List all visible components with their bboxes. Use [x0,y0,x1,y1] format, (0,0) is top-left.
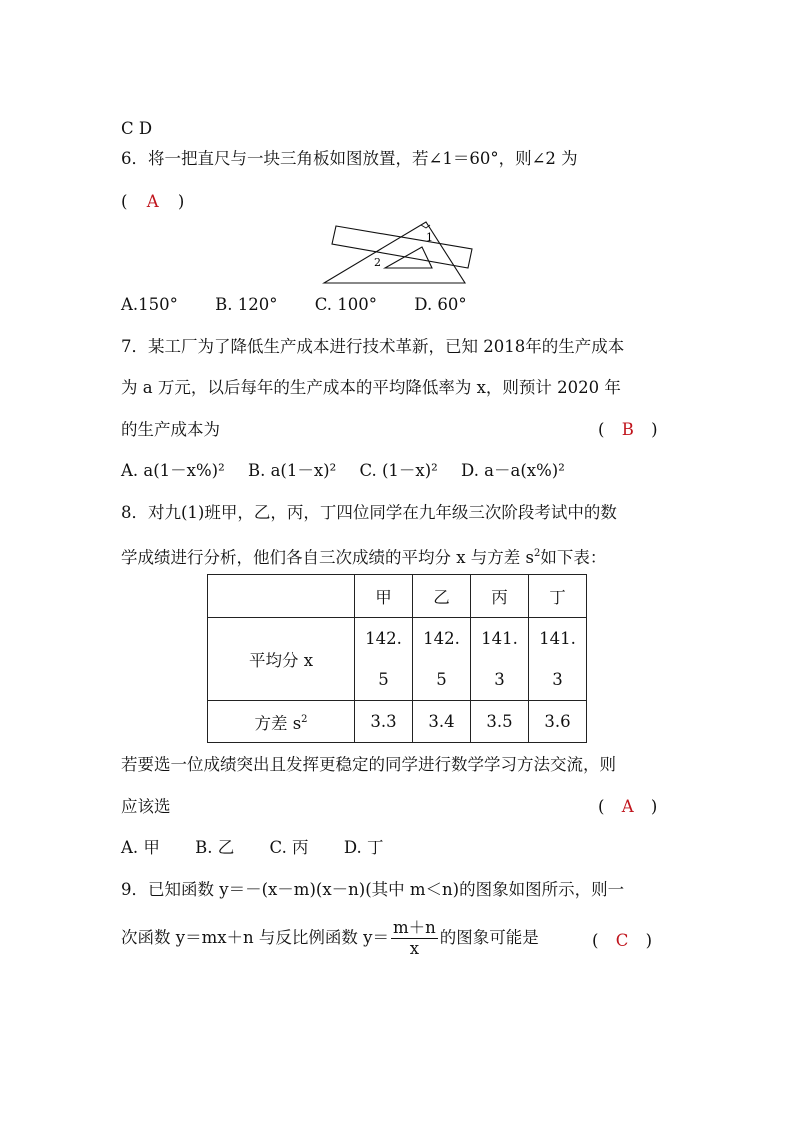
q8-answer-parens [598,795,657,819]
paren-open: ( [592,931,599,950]
table-header-empty [208,575,355,618]
ruler-triangle-figure [322,220,474,286]
cell-top: 141. [539,629,576,648]
q6-option-a: A.150° [121,295,178,314]
q7-options [121,459,565,483]
q7-line3: 的生产成本为 [121,420,220,439]
paren-open: ( [598,797,605,816]
q9-line1: 9．已知函数 y＝－(x－m)(x－n)(其中 m＜n)的图象如图所示，则一 [121,880,625,899]
q8-option-d: D. 丁 [343,838,384,857]
table-cell: 3.5 [471,701,529,743]
table-cell [529,618,587,701]
cell-top: 142. [365,629,402,648]
cell-bottom: 5 [436,670,447,689]
q8-option-b: B. 乙 [195,838,235,857]
table-row [208,618,587,701]
q8-after2: 应该选 [121,797,171,816]
q6-answer: A [146,192,159,211]
table-header-cell: 乙 [413,575,471,618]
table-header-row [208,575,587,618]
q9-answer-parens [592,929,652,953]
table-cell: 3.6 [529,701,587,743]
q9-line2-tail: 的图象可能是 [439,928,539,947]
q9-fraction [391,918,438,959]
paren-open: ( [121,192,128,211]
fig-label-2: 2 [374,256,381,269]
q8-line2-tail: 如下表： [540,548,607,567]
cell-top: 141. [481,629,518,648]
table-header-cell: 丙 [471,575,529,618]
q8-line2-text: 学成绩进行分析，他们各自三次成绩的平均分 x 与方差 s [121,548,535,567]
table-cell [355,618,413,701]
row-label-variance-text: 方差 s [254,713,302,733]
row-label-variance-sup: 2 [301,713,308,725]
q7-line2: 为 a 万元，以后每年的生产成本的平均降低率为 x，则预计 2020 年 [121,378,621,397]
q8-answer: A [621,797,634,816]
paren-close: ) [645,931,652,950]
q7-option-c: C. (1－x)² [359,461,438,480]
fraction-denominator: x [409,939,420,958]
scores-table [207,574,587,743]
q9-line2 [121,915,539,961]
table-header-cell: 甲 [355,575,413,618]
q7-answer: B [621,420,634,439]
q6-option-d: D. 60° [414,295,467,314]
table-cell [471,618,529,701]
q7-option-b: B. a(1－x)² [247,461,337,480]
fraction-numerator: m＋n [392,918,436,937]
table-cell [413,618,471,701]
table-row [208,701,587,743]
q9-answer: C [615,931,629,950]
paren-close: ) [650,797,658,816]
q8-line1: 8．对九(1)班甲，乙，丙，丁四位同学在九年级三次阶段考试中的数 [121,503,617,522]
q8-option-a: A. 甲 [121,838,160,857]
q6-answer-line [121,190,184,214]
q9-line2-text: 次函数 y＝mx＋n 与反比例函数 y＝ [121,928,389,947]
cell-bottom: 3 [494,670,505,689]
top-fragment: C D [121,119,153,138]
paren-close: ) [177,192,185,211]
table-header-cell: 丁 [529,575,587,618]
q7-option-a: A. a(1－x%)² [121,461,225,480]
triangle-shape [324,222,465,283]
q8-options [121,836,383,860]
q6-options [121,293,467,317]
row-label-average: 平均分 x [208,618,355,701]
cell-top: 142. [423,629,460,648]
q8-line2-sup: 2 [534,548,541,559]
q7-answer-parens [598,418,658,442]
table-cell: 3.3 [355,701,413,743]
q7-line1: 7．某工厂为了降低生产成本进行技术革新，已知 2018年的生产成本 [121,337,625,356]
table-cell: 3.4 [413,701,471,743]
row-label-variance [208,701,355,743]
cell-bottom: 3 [552,670,563,689]
paren-open: ( [598,420,605,439]
fig-label-1: 1 [426,231,433,244]
paren-close: ) [651,420,658,439]
q8-option-c: C. 丙 [269,838,309,857]
q6-option-c: C. 100° [314,295,378,314]
q6-text: 6．将一把直尺与一块三角板如图放置，若∠1＝60°，则∠2 为 [121,149,578,168]
q8-line2 [121,542,606,570]
q7-option-d: D. a－a(x%)² [461,461,565,480]
q8-after1: 若要选一位成绩突出且发挥更稳定的同学进行数学学习方法交流，则 [121,755,616,774]
cell-bottom: 5 [378,670,389,689]
q6-option-b: B. 120° [215,295,278,314]
